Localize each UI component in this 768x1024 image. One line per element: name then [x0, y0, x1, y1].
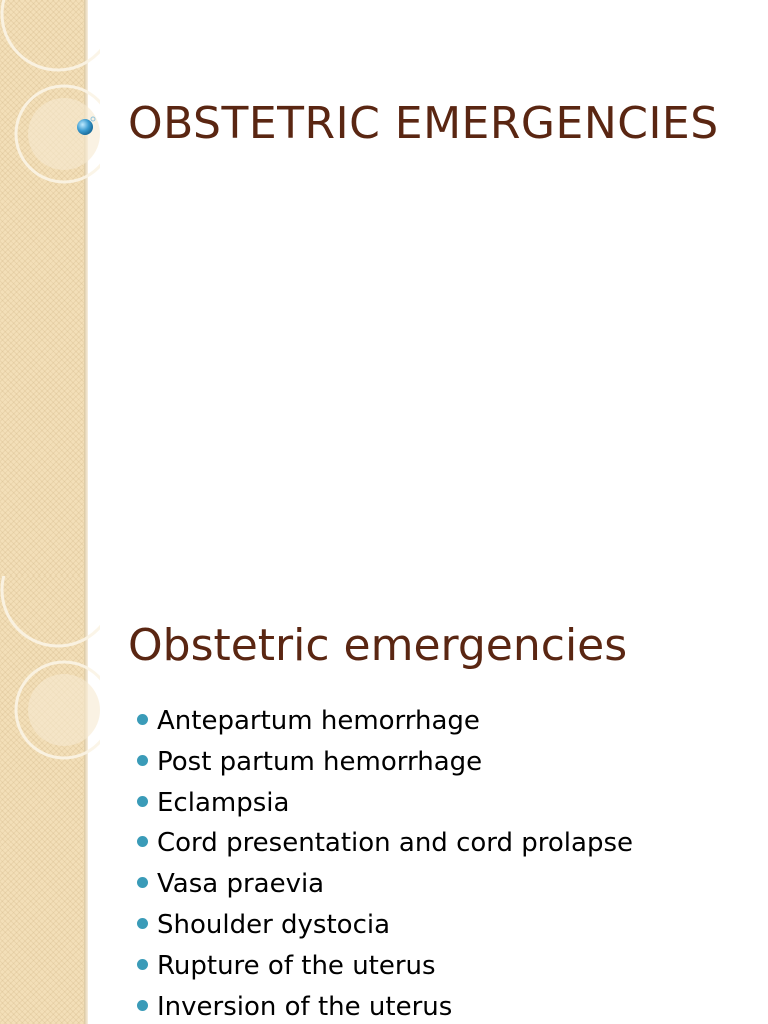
bullet-icon [137, 836, 148, 847]
list-item: Rupture of the uterus [134, 949, 633, 990]
decorative-circles [0, 576, 100, 876]
bullet-icon [137, 1000, 148, 1011]
list-item: Shoulder dystocia [134, 908, 633, 949]
content-slide [0, 576, 768, 1024]
bullet-icon [137, 755, 148, 766]
blue-orb-icon [76, 116, 96, 136]
bullet-icon [137, 918, 148, 929]
list-item: Antepartum hemorrhage [134, 704, 633, 745]
bullet-icon [137, 796, 148, 807]
list-item: Cord presentation and cord prolapse [134, 826, 633, 867]
list-item: Vasa praevia [134, 867, 633, 908]
slide-title: Obstetric emergencies [128, 620, 628, 671]
bullet-list [134, 704, 633, 1024]
bullet-icon [137, 714, 148, 725]
bullet-icon [137, 877, 148, 888]
bullet-icon [137, 959, 148, 970]
list-item: Eclampsia [134, 786, 633, 827]
slide-title: OBSTETRIC EMERGENCIES [128, 98, 719, 149]
list-item: Post partum hemorrhage [134, 745, 633, 786]
decorative-circles [0, 0, 100, 300]
list-item: Inversion of the uterus [134, 990, 633, 1024]
